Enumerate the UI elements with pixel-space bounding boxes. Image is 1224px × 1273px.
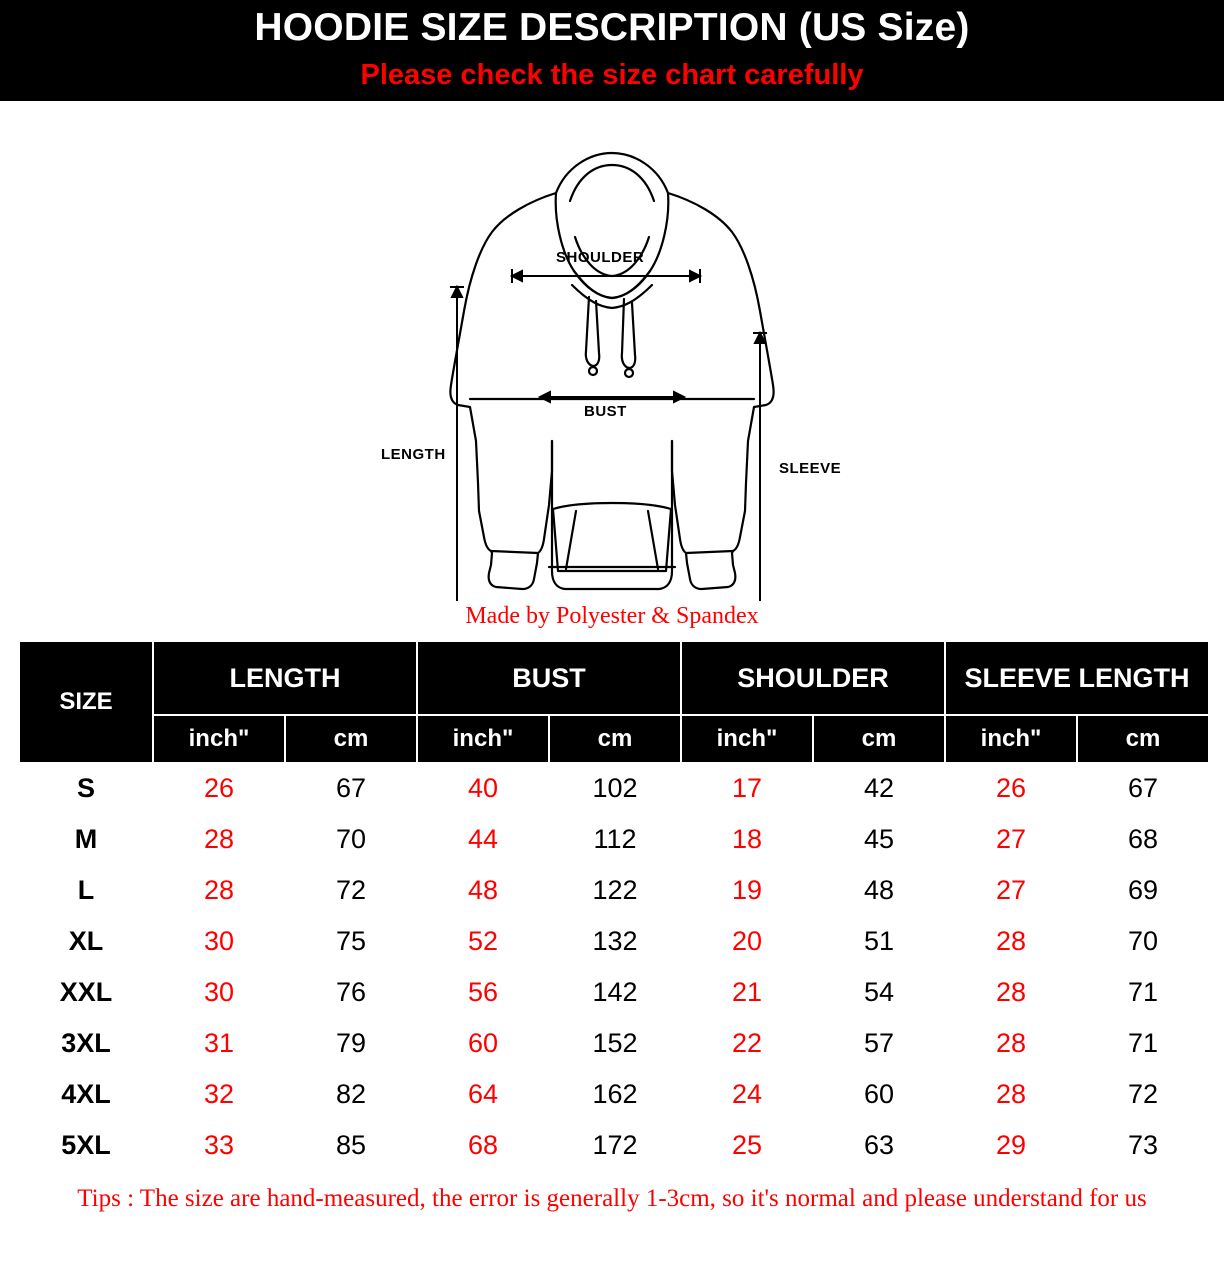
cell-shoulder-cm: 45: [813, 814, 945, 865]
cell-sleeve-inch: 28: [945, 916, 1077, 967]
header-unit-sleeve-inch: inch": [945, 715, 1077, 763]
material-note: Made by Polyester & Spandex: [465, 603, 759, 630]
cell-shoulder-cm: 42: [813, 763, 945, 814]
cell-bust-inch: 60: [417, 1018, 549, 1069]
row-size: 4XL: [19, 1069, 153, 1120]
cell-sleeve-inch: 28: [945, 967, 1077, 1018]
size-table-body: [19, 763, 1209, 1171]
size-table: [18, 640, 1210, 1172]
table-row: [19, 1069, 1209, 1120]
cell-length-inch: 28: [153, 865, 285, 916]
row-size: S: [19, 763, 153, 814]
cell-length-cm: 76: [285, 967, 417, 1018]
cell-bust-inch: 48: [417, 865, 549, 916]
cell-length-cm: 67: [285, 763, 417, 814]
hoodie-diagram: [0, 101, 1224, 601]
page-subtitle: Please check the size chart carefully: [0, 58, 1224, 101]
table-row: [19, 916, 1209, 967]
cell-sleeve-cm: 69: [1077, 865, 1209, 916]
cell-bust-cm: 152: [549, 1018, 681, 1069]
header-unit-bust-cm: cm: [549, 715, 681, 763]
cell-shoulder-cm: 57: [813, 1018, 945, 1069]
header-unit-length-cm: cm: [285, 715, 417, 763]
cell-bust-cm: 102: [549, 763, 681, 814]
cell-bust-inch: 40: [417, 763, 549, 814]
header-unit-shoulder-inch: inch": [681, 715, 813, 763]
cell-bust-cm: 122: [549, 865, 681, 916]
cell-sleeve-cm: 68: [1077, 814, 1209, 865]
cell-bust-cm: 172: [549, 1120, 681, 1171]
row-size: M: [19, 814, 153, 865]
cell-sleeve-inch: 28: [945, 1018, 1077, 1069]
cell-shoulder-inch: 21: [681, 967, 813, 1018]
cell-sleeve-inch: 27: [945, 814, 1077, 865]
header-unit-length-inch: inch": [153, 715, 285, 763]
cell-shoulder-cm: 60: [813, 1069, 945, 1120]
header-unit-sleeve-cm: cm: [1077, 715, 1209, 763]
header-size: SIZE: [19, 641, 153, 763]
table-row: [19, 865, 1209, 916]
cell-shoulder-inch: 24: [681, 1069, 813, 1120]
cell-length-cm: 70: [285, 814, 417, 865]
row-size: XL: [19, 916, 153, 967]
cell-shoulder-inch: 19: [681, 865, 813, 916]
row-size: 3XL: [19, 1018, 153, 1069]
table-row: [19, 967, 1209, 1018]
cell-shoulder-inch: 22: [681, 1018, 813, 1069]
header-group-shoulder: SHOULDER: [681, 641, 945, 715]
cell-bust-inch: 68: [417, 1120, 549, 1171]
tips-note: Tips : The size are hand-measured, the error is generally 1-3cm, so it's normal and please understand for us: [77, 1185, 1147, 1213]
cell-length-cm: 75: [285, 916, 417, 967]
cell-sleeve-inch: 27: [945, 865, 1077, 916]
row-size: 5XL: [19, 1120, 153, 1171]
page-title: HOODIE SIZE DESCRIPTION (US Size): [0, 0, 1224, 58]
cell-length-inch: 32: [153, 1069, 285, 1120]
cell-sleeve-inch: 29: [945, 1120, 1077, 1171]
header-unit-shoulder-cm: cm: [813, 715, 945, 763]
label-shoulder: SHOULDER: [556, 249, 645, 267]
cell-sleeve-cm: 73: [1077, 1120, 1209, 1171]
cell-sleeve-cm: 67: [1077, 763, 1209, 814]
table-row: [19, 1120, 1209, 1171]
cell-sleeve-cm: 71: [1077, 1018, 1209, 1069]
cell-bust-cm: 162: [549, 1069, 681, 1120]
header-group-sleeve-length: SLEEVE LENGTH: [945, 641, 1209, 715]
cell-sleeve-inch: 28: [945, 1069, 1077, 1120]
cell-bust-cm: 142: [549, 967, 681, 1018]
cell-sleeve-cm: 71: [1077, 967, 1209, 1018]
cell-length-inch: 31: [153, 1018, 285, 1069]
cell-length-inch: 33: [153, 1120, 285, 1171]
label-length: LENGTH: [381, 446, 446, 464]
cell-length-inch: 30: [153, 916, 285, 967]
cell-bust-inch: 56: [417, 967, 549, 1018]
table-row: [19, 763, 1209, 814]
header-unit-bust-inch: inch": [417, 715, 549, 763]
cell-shoulder-cm: 54: [813, 967, 945, 1018]
cell-length-inch: 26: [153, 763, 285, 814]
cell-shoulder-cm: 48: [813, 865, 945, 916]
cell-length-cm: 79: [285, 1018, 417, 1069]
row-size: L: [19, 865, 153, 916]
cell-bust-inch: 44: [417, 814, 549, 865]
cell-shoulder-inch: 17: [681, 763, 813, 814]
header-group-length: LENGTH: [153, 641, 417, 715]
cell-bust-cm: 132: [549, 916, 681, 967]
cell-bust-inch: 64: [417, 1069, 549, 1120]
cell-sleeve-inch: 26: [945, 763, 1077, 814]
cell-length-inch: 28: [153, 814, 285, 865]
cell-sleeve-cm: 72: [1077, 1069, 1209, 1120]
cell-shoulder-cm: 51: [813, 916, 945, 967]
cell-bust-inch: 52: [417, 916, 549, 967]
cell-shoulder-inch: 25: [681, 1120, 813, 1171]
cell-sleeve-cm: 70: [1077, 916, 1209, 967]
table-row: [19, 1018, 1209, 1069]
size-table-wrap: [0, 640, 1224, 1172]
cell-shoulder-inch: 18: [681, 814, 813, 865]
label-bust: BUST: [584, 403, 627, 421]
cell-length-cm: 85: [285, 1120, 417, 1171]
hoodie-illustration: [0, 101, 1224, 601]
cell-length-inch: 30: [153, 967, 285, 1018]
cell-shoulder-cm: 63: [813, 1120, 945, 1171]
cell-length-cm: 82: [285, 1069, 417, 1120]
header-group-bust: BUST: [417, 641, 681, 715]
cell-length-cm: 72: [285, 865, 417, 916]
cell-bust-cm: 112: [549, 814, 681, 865]
row-size: XXL: [19, 967, 153, 1018]
table-row: [19, 814, 1209, 865]
cell-shoulder-inch: 20: [681, 916, 813, 967]
label-sleeve: SLEEVE: [779, 460, 842, 478]
